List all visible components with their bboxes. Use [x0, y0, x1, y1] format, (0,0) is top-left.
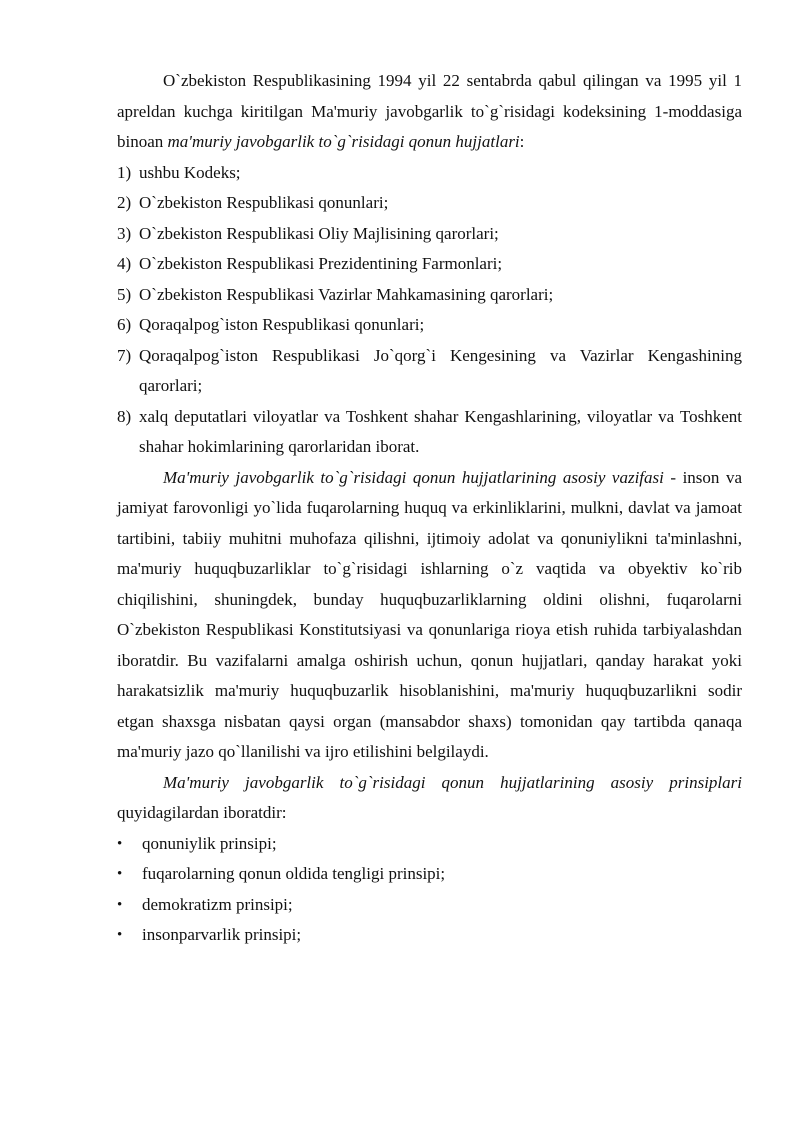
- list-item-text: insonparvarlik prinsipi;: [142, 925, 302, 944]
- bullet-icon: •: [117, 866, 123, 882]
- list-item-text: O`zbekiston Respublikasi Oliy Majlisining qarorlari;: [139, 223, 499, 243]
- tasks-italic-term: Ma'muriy javobgarlik to`g`risidagi qonun hujjatlarining asosiy vazifasi: [163, 467, 664, 487]
- list-item-text: O`zbekiston Respublikasi Prezidentining Farmonlari;: [139, 254, 503, 273]
- list-item: [117, 158, 742, 189]
- principles-intro-text: quyidagilardan iboratdir:: [117, 803, 287, 822]
- list-number: 5): [117, 284, 132, 304]
- list-number: 6): [117, 315, 132, 334]
- bullet-icon: •: [117, 927, 123, 943]
- list-number: 8): [117, 406, 132, 426]
- list-item-text: demokratizm prinsipi;: [142, 894, 293, 914]
- bullet-icon: •: [117, 896, 123, 913]
- list-item-text: xalq deputatlari viloyatlar va Toshkent shahar Kengashlarining, viloyatlar va Toshkent shahar hokimlarining qarorlaridan iborat.: [139, 406, 742, 456]
- list-number: 2): [117, 193, 132, 212]
- principles-italic-term: Ma'muriy javobgarlik to`g`risidagi qonun hujjatlarining asosiy prinsiplari: [163, 772, 742, 792]
- principles-intro-paragraph: [117, 768, 742, 829]
- list-item: [117, 890, 742, 921]
- list-item-text: Qoraqalpog`iston Respublikasi qonunlari;: [139, 315, 425, 334]
- intro-text: O`zbekiston Respublikasining 1994 yil 22 sentabrda qabul qilingan va 1995 yil 1 apreldan kuchga kiritilgan Ma'muriy javobgarlik to`g`risidagi kodeksining 1-moddasiga binoan: [117, 71, 742, 151]
- list-item-text: ushbu Kodeks;: [139, 162, 241, 182]
- list-item: [117, 249, 742, 280]
- list-item-text: qonuniylik prinsipi;: [142, 833, 277, 853]
- list-item: [117, 829, 742, 860]
- list-item: [117, 219, 742, 250]
- list-number: 3): [117, 223, 132, 243]
- list-item-text: O`zbekiston Respublikasi Vazirlar Mahkamasining qarorlari;: [139, 284, 554, 304]
- list-item: [117, 859, 742, 890]
- legal-acts-list: [117, 158, 742, 463]
- list-number: 1): [117, 162, 132, 182]
- tasks-paragraph: [117, 463, 742, 768]
- list-item-text: fuqarolarning qonun oldida tengligi prinsipi;: [142, 864, 446, 883]
- list-item: [117, 188, 742, 219]
- bullet-icon: •: [117, 835, 123, 852]
- tasks-text: - inson va jamiyat farovonligi yo`lida fuqarolarning huquq va erkinliklarini, mulkni, davlat va jamoat tartibini, tabiiy muhitni muhofaza qilishni, ijtimoiy adolat va qonuniylikni ta'minlashni, ma'muriy huquqbuzarliklar to`g`risidagi ishlarning o`z vaqtida va obyektiv ko`rib chiqilishini, shuningdek, bunday huquqbuzarliklarning oldini olishni, fuqarolarni O`zbekiston Respublikasi Konstitutsiyasi va qonunlariga rioya etish ruhida tarbiyalashdan iboratdir. Bu vazifalarni amalga oshirish uchun, qonun hujjatlari, qanday harakat yoki harakatsizlik ma'muriy huquqbuzarlik hisoblanishini, ma'muriy huquqbuzarlikni sodir etgan shaxsga nisbatan qaysi organ (mansabdor shaxs) tomonidan qay tartibda qanaqa ma'muriy jazo qo`llanilishi va ijro etilishini belgilaydi.: [117, 467, 742, 761]
- list-item-text: Qoraqalpog`iston Respublikasi Jo`qorg`i Kengesining va Vazirlar Kengashining qarorlari;: [139, 345, 742, 395]
- list-item: [117, 920, 742, 951]
- intro-end: :: [519, 132, 525, 151]
- intro-paragraph: [117, 66, 742, 158]
- list-item: [117, 280, 742, 311]
- intro-italic-term: ma'muriy javobgarlik to`g`risidagi qonun hujjatlari: [167, 132, 520, 151]
- principles-list: [117, 829, 742, 951]
- list-number: 4): [117, 254, 132, 273]
- list-item-text: O`zbekiston Respublikasi qonunlari;: [139, 193, 389, 212]
- list-number: 7): [117, 345, 132, 365]
- list-item: [117, 310, 742, 341]
- list-item: [117, 402, 742, 463]
- list-item: [117, 341, 742, 402]
